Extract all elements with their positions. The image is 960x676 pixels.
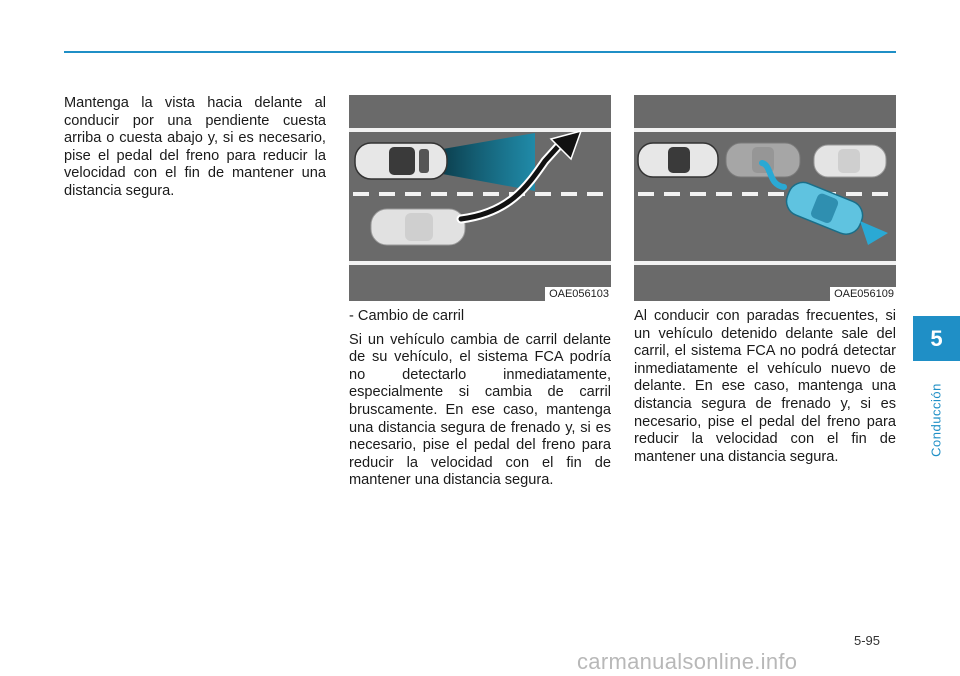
stop-and-go-illustration xyxy=(634,95,896,301)
stop-and-go-paragraph: Al conducir con paradas frecuentes, si un vehículo detenido delante sale del carril, el sistema FCA no podrá detectar inmediatamente el vehículo nuevo de delante. En ese caso, mantenga una distancia segura de frenado y, si es necesario, pise el pedal del freno para reducir la velocidad con el fin de mantener una distancia segura. xyxy=(634,308,896,465)
lane-change-paragraph: Si un vehículo cambia de carril delante de su vehículo, el sistema FCA podría no detectarlo inmediatamente, especialmente si cambia de carril bruscamente. En ese caso, mantenga una distancia segura de frenado y, si es necesario, pise el pedal del freno para reducir la velocidad con el fin de mantener una distancia segura. xyxy=(349,331,611,489)
ghost-car xyxy=(726,143,800,177)
section-heading: - Cambio de carril xyxy=(349,308,465,324)
lane-edge-line xyxy=(349,261,611,265)
intro-paragraph: Mantenga la vista hacia delante al conducir por una pendiente cuesta arriba o cuesta abajo y, si es necesario, pise el pedal del freno para reducir la velocidad con el fin de mantener una distancia segura. xyxy=(64,95,326,199)
own-car xyxy=(638,143,718,177)
page-number: 5-95 xyxy=(854,633,881,648)
column-middle xyxy=(349,308,611,496)
other-car xyxy=(371,209,465,245)
watermark: carmanualsonline.info xyxy=(577,649,798,674)
column-left xyxy=(64,95,326,207)
figure-stop-and-go xyxy=(634,95,896,301)
car-ahead xyxy=(814,145,886,177)
lane-edge-line xyxy=(634,261,896,265)
lane-edge-line xyxy=(349,128,611,132)
own-car xyxy=(355,143,447,179)
chapter-number-tab: 5 xyxy=(913,316,960,361)
column-right xyxy=(634,308,896,472)
figure-code: OAE056109 xyxy=(830,287,896,301)
figure-lane-change xyxy=(349,95,611,301)
top-rule xyxy=(64,51,896,53)
lane-edge-line xyxy=(634,128,896,132)
lane-change-illustration xyxy=(349,95,611,301)
figure-code: OAE056103 xyxy=(545,287,611,301)
chapter-title: Conducción xyxy=(928,383,944,457)
